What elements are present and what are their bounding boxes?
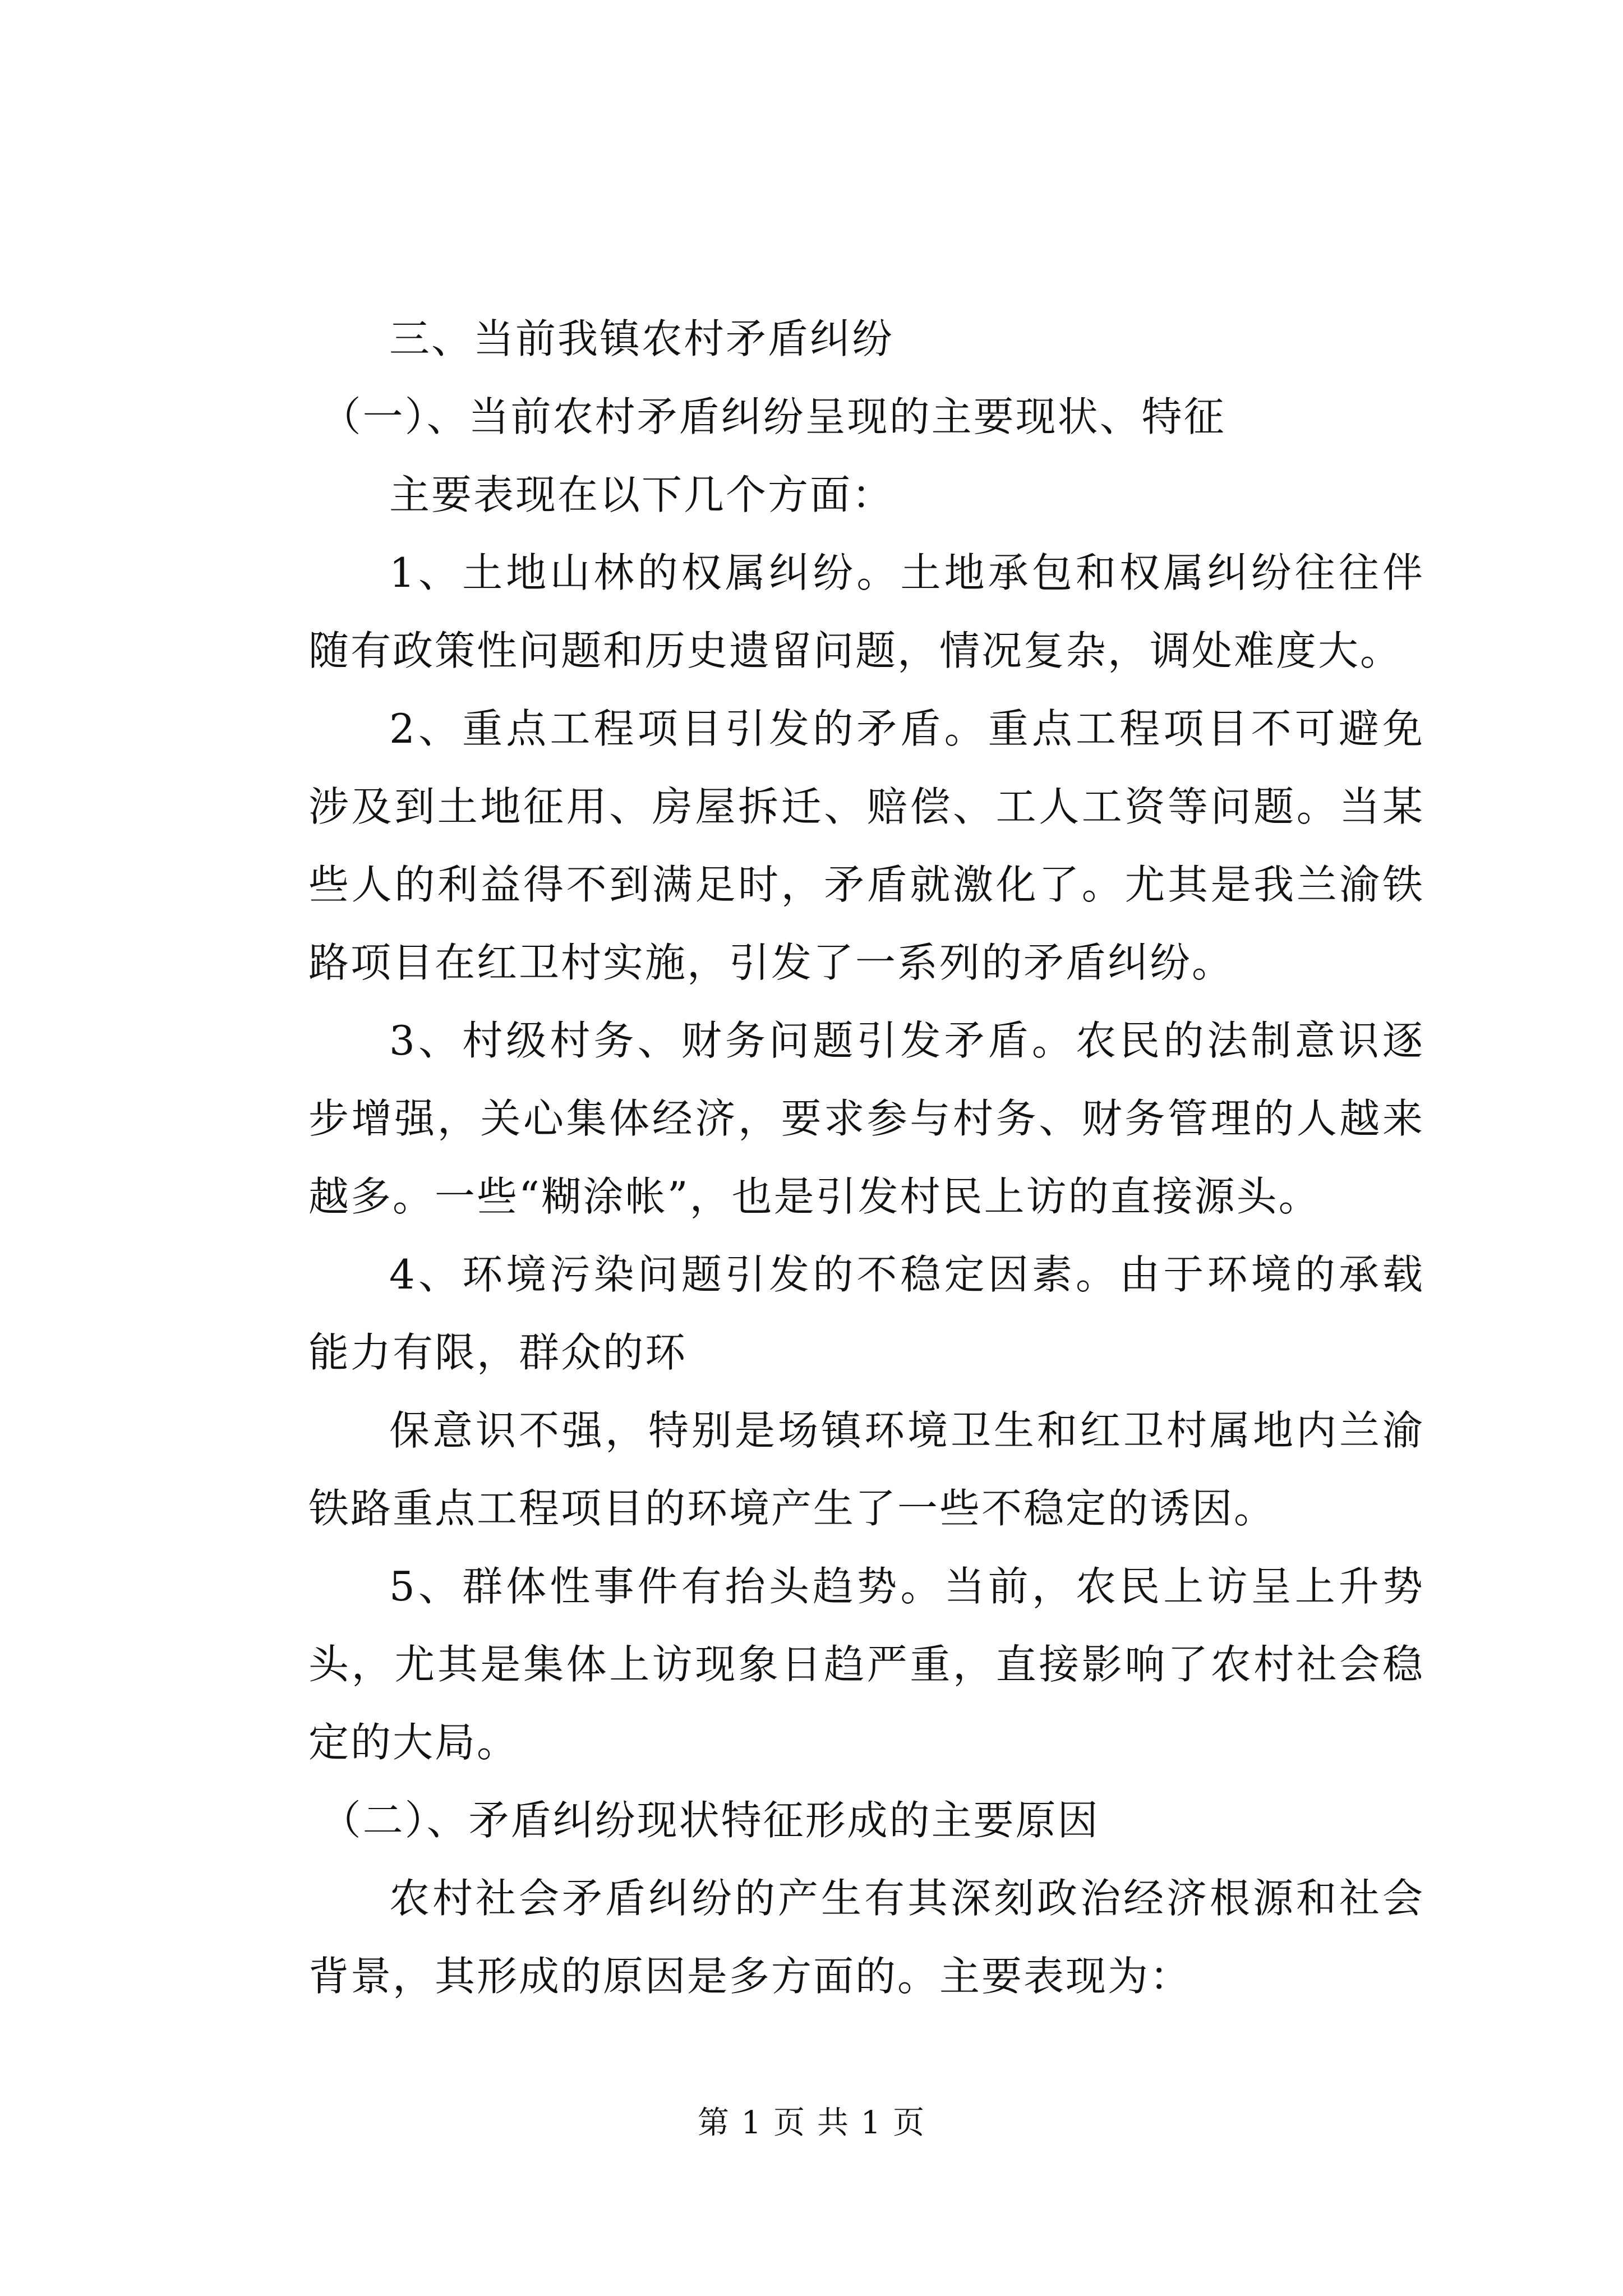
subsection-heading-2: （二）、矛盾纠纷现状特征形成的主要原因 xyxy=(320,1797,1100,1844)
paragraph-item-5: 5、群体性事件有抬头趋势。当前，农民上访呈上升势头，尤其是集体上访现象日趋严重，直接影响了农村社会稳定的大局。 xyxy=(308,1563,1424,1766)
document-body xyxy=(308,300,1424,2016)
paragraph-intro: 主要表现在以下几个方面： xyxy=(389,471,895,518)
paragraph-causes: 农村社会矛盾纠纷的产生有其深刻政治经济根源和社会背景，其形成的原因是多方面的。主要表现为： xyxy=(308,1875,1424,2000)
page-footer: 第 1 页 共 1 页 xyxy=(697,2105,926,2141)
paragraph-item-1: 1、土地山林的权属纠纷。土地承包和权属纠纷往往伴随有政策性问题和历史遗留问题，情况复杂，调处难度大。 xyxy=(308,549,1424,674)
section-heading: 三、当前我镇农村矛盾纠纷 xyxy=(389,315,895,362)
paragraph-item-4: 4、环境污染问题引发的不稳定因素。由于环境的承载能力有限，群众的环 xyxy=(308,1251,1424,1376)
paragraph-item-2: 2、重点工程项目引发的矛盾。重点工程项目不可避免涉及到土地征用、房屋拆迁、赔偿、工人工资等问题。当某些人的利益得不到满足时，矛盾就激化了。尤其是我兰渝铁路项目在红卫村实施，引发了一系列的矛盾纠纷。 xyxy=(308,705,1424,986)
paragraph-item-3: 3、村级村务、财务问题引发矛盾。农民的法制意识逐步增强，关心集体经济，要求参与村务、财务管理的人越来越多。一些“糊涂帐”，也是引发村民上访的直接源头。 xyxy=(308,1017,1424,1220)
subsection-heading-1: （一）、当前农村矛盾纠纷呈现的主要现状、特征 xyxy=(320,393,1226,440)
paragraph-item-4-continued: 保意识不强，特别是场镇环境卫生和红卫村属地内兰渝铁路重点工程项目的环境产生了一些不稳定的诱因。 xyxy=(308,1407,1424,1532)
